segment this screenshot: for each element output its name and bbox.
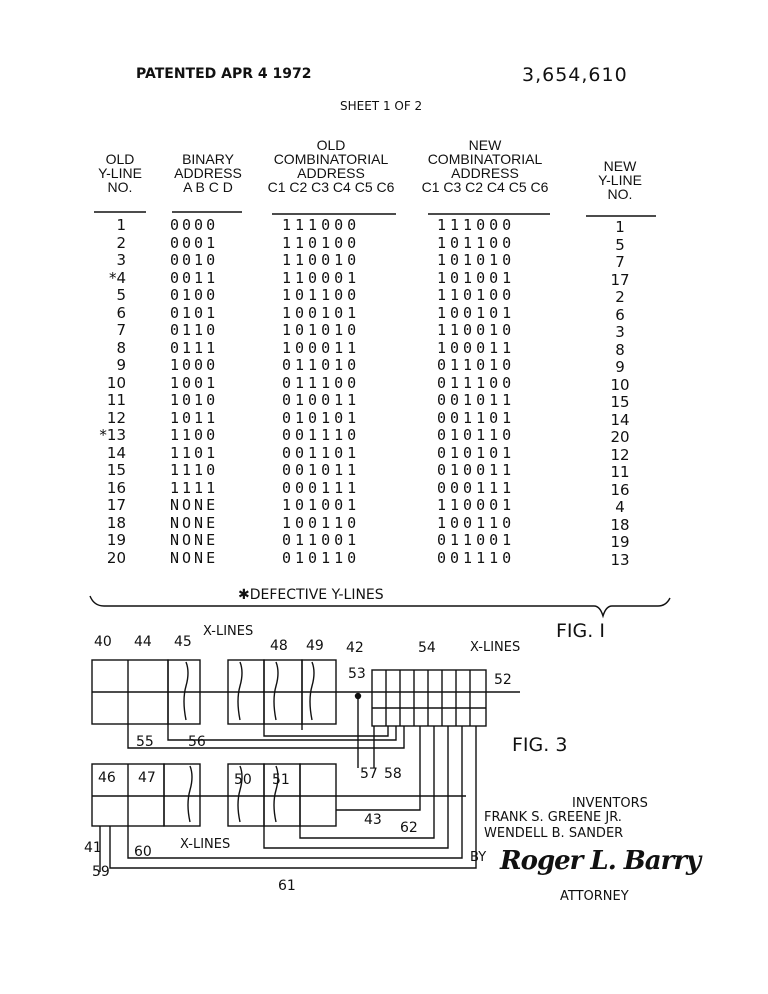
old-combinatorial-cell: 111000 xyxy=(282,216,361,234)
binary-address-cell: 0110 xyxy=(170,321,219,339)
old-combinatorial-cell: 101010 xyxy=(282,321,361,339)
old-y-line-cell: 20 xyxy=(106,548,126,567)
reference-numeral: 51 xyxy=(272,772,290,788)
reference-numeral: 55 xyxy=(136,734,154,750)
old-combinatorial-cell: 011100 xyxy=(282,373,361,392)
binary-address-cell: NONE xyxy=(170,531,219,549)
old-combinatorial-cell: 010110 xyxy=(282,548,361,567)
binary-address-cell: 0100 xyxy=(170,286,219,304)
old-y-line-cell: 7 xyxy=(116,321,126,339)
old-y-line-cell: *4 xyxy=(108,268,126,287)
new-combinatorial-cell: 001011 xyxy=(437,391,516,409)
inventors-title: INVENTORS xyxy=(572,796,648,811)
new-combinatorial-cell: 110001 xyxy=(437,496,516,514)
old-y-line-cell: 11 xyxy=(106,391,126,409)
new-y-line-cell: 14 xyxy=(610,410,630,429)
old-y-line-cell: 15 xyxy=(106,461,126,479)
col-header-new-y-line-text: NEW Y-LINE NO. xyxy=(598,158,642,202)
binary-address-cell: 1000 xyxy=(170,356,219,374)
reference-numeral: 46 xyxy=(98,770,116,786)
old-combinatorial-cell: 110010 xyxy=(282,251,361,269)
reference-numeral: 58 xyxy=(384,766,402,782)
new-combinatorial-cell: 000111 xyxy=(437,478,516,497)
binary-address-cell: 0101 xyxy=(170,303,219,322)
reference-numeral: 52 xyxy=(494,672,512,688)
old-y-line-cell: 18 xyxy=(106,513,126,532)
old-y-line-cell: 1 xyxy=(116,216,126,234)
new-combinatorial-cell: 010011 xyxy=(437,461,516,479)
new-combinatorial-cell: 001101 xyxy=(437,408,516,427)
new-y-line-cell: 5 xyxy=(615,235,625,254)
binary-address-cell: NONE xyxy=(170,513,219,532)
new-combinatorial-cell: 110010 xyxy=(437,321,516,339)
old-y-line-cell: 12 xyxy=(106,408,126,427)
new-combinatorial-cell: 100011 xyxy=(437,338,516,357)
binary-address-cell: 1001 xyxy=(170,373,219,392)
old-combinatorial-cell: 000111 xyxy=(282,478,361,497)
old-combinatorial-cell: 011001 xyxy=(282,531,361,549)
new-y-line-cell: 13 xyxy=(610,550,630,569)
reference-numeral: 53 xyxy=(348,666,366,682)
new-y-line-cell: 19 xyxy=(610,533,630,551)
reference-numeral: 62 xyxy=(400,820,418,836)
old-y-line-cell: 9 xyxy=(116,356,126,374)
new-y-line-cell: 20 xyxy=(610,428,630,446)
inventor-name-1: FRANK S. GREENE JR. xyxy=(484,810,622,825)
old-combinatorial-cell: 010101 xyxy=(282,408,361,427)
by-label: BY xyxy=(470,850,487,865)
binary-address-cell: 1011 xyxy=(170,408,219,427)
binary-address-cell: 0001 xyxy=(170,233,219,252)
x-lines-label-lower: X-LINES xyxy=(180,837,231,852)
new-y-line-cell: 3 xyxy=(615,323,625,341)
binary-address-cell: 1110 xyxy=(170,461,219,479)
new-combinatorial-cell: 110100 xyxy=(437,286,516,304)
new-combinatorial-cell: 010110 xyxy=(437,426,516,444)
inventor-name-2: WENDELL B. SANDER xyxy=(484,826,624,841)
reference-numeral: 41 xyxy=(84,840,102,856)
defective-footnote: ✱DEFECTIVE Y-LINES xyxy=(238,587,384,603)
binary-address-cell: 0111 xyxy=(170,338,219,357)
old-y-line-cell: *13 xyxy=(99,426,126,444)
reference-numeral: 47 xyxy=(138,770,156,786)
binary-address-cell: 0010 xyxy=(170,251,219,269)
old-y-line-cell: 3 xyxy=(116,251,126,269)
new-combinatorial-cell: 101100 xyxy=(437,233,516,252)
old-y-line-cell: 14 xyxy=(106,443,126,462)
new-y-line-cell: 16 xyxy=(610,480,630,499)
reference-numeral: 40 xyxy=(94,634,112,650)
binary-address-cell: 1101 xyxy=(170,443,219,462)
reference-numeral: 61 xyxy=(278,878,296,894)
col-header-new-combinatorial-text: NEW COMBINATORIAL ADDRESS C1 C3 C2 C4 C5 C6 xyxy=(421,137,549,195)
old-combinatorial-cell: 011010 xyxy=(282,356,361,374)
old-combinatorial-cell: 101001 xyxy=(282,496,361,514)
binary-address-cell: NONE xyxy=(170,548,219,567)
old-y-line-cell: 19 xyxy=(106,531,126,549)
new-y-line-cell: 7 xyxy=(615,253,625,271)
new-combinatorial-cell: 100110 xyxy=(437,513,516,532)
reference-numeral: 59 xyxy=(92,864,110,880)
new-y-line-cell: 17 xyxy=(610,270,630,289)
reference-numeral: 56 xyxy=(188,734,206,750)
reference-numeral: 43 xyxy=(364,812,382,828)
col-header-binary-address-text: BINARY ADDRESS A B C D xyxy=(174,151,242,195)
new-y-line-cell: 10 xyxy=(610,375,630,394)
old-y-line-cell: 8 xyxy=(116,338,126,357)
old-y-line-cell: 17 xyxy=(106,496,126,514)
fig1-label: FIG. I xyxy=(556,620,605,642)
reference-numeral: 45 xyxy=(174,634,192,650)
new-combinatorial-cell: 101010 xyxy=(437,251,516,269)
binary-address-cell: NONE xyxy=(170,496,219,514)
old-y-line-cell: 2 xyxy=(116,233,126,252)
binary-address-cell: 0000 xyxy=(170,216,219,234)
reference-numeral: 54 xyxy=(418,640,436,656)
reference-numeral: 48 xyxy=(270,638,288,654)
attorney-label: ATTORNEY xyxy=(560,889,629,904)
reference-numeral: 44 xyxy=(134,634,152,650)
new-y-line-cell: 18 xyxy=(610,515,630,534)
binary-address-cell: 1010 xyxy=(170,391,219,409)
old-combinatorial-cell: 110100 xyxy=(282,233,361,252)
old-combinatorial-cell: 001101 xyxy=(282,443,361,462)
new-y-line-cell: 9 xyxy=(615,358,625,376)
patented-date: PATENTED APR 4 1972 xyxy=(136,66,312,82)
x-lines-label-upper-left: X-LINES xyxy=(203,624,254,639)
old-y-line-cell: 5 xyxy=(116,286,126,304)
new-combinatorial-cell: 001110 xyxy=(437,548,516,567)
old-y-line-cell: 10 xyxy=(106,373,126,392)
sheet-indicator: SHEET 1 OF 2 xyxy=(340,99,423,113)
new-y-line-cell: 4 xyxy=(615,498,625,516)
new-y-line-cell: 8 xyxy=(615,340,625,359)
attorney-signature: Roger L. Barry xyxy=(500,846,701,876)
reference-numeral: 42 xyxy=(346,640,364,656)
new-combinatorial-cell: 011100 xyxy=(437,373,516,392)
new-y-line-cell: 2 xyxy=(615,288,625,306)
old-combinatorial-cell: 101100 xyxy=(282,286,361,304)
new-combinatorial-cell: 011010 xyxy=(437,356,516,374)
new-combinatorial-cell: 011001 xyxy=(437,531,516,549)
new-y-line-cell: 1 xyxy=(615,218,625,236)
old-combinatorial-cell: 001011 xyxy=(282,461,361,479)
reference-numeral: 57 xyxy=(360,766,378,782)
new-y-line-cell: 6 xyxy=(615,305,625,324)
binary-address-cell: 1111 xyxy=(170,478,219,497)
new-combinatorial-cell: 111000 xyxy=(437,216,516,234)
old-y-line-cell: 16 xyxy=(106,478,126,497)
col-header-old-y-line-text: OLD Y-LINE NO. xyxy=(98,151,142,195)
old-combinatorial-cell: 100110 xyxy=(282,513,361,532)
fig3-label: FIG. 3 xyxy=(512,734,568,756)
patent-number: 3,654,610 xyxy=(522,64,628,86)
old-combinatorial-cell: 010011 xyxy=(282,391,361,409)
new-y-line-cell: 15 xyxy=(610,393,630,411)
old-combinatorial-cell: 110001 xyxy=(282,268,361,287)
new-y-line-cell: 11 xyxy=(610,463,630,481)
old-combinatorial-cell: 100101 xyxy=(282,303,361,322)
reference-numeral: 49 xyxy=(306,638,324,654)
x-lines-label-upper-right: X-LINES xyxy=(470,640,521,655)
new-combinatorial-cell: 010101 xyxy=(437,443,516,462)
old-combinatorial-cell: 001110 xyxy=(282,426,361,444)
new-combinatorial-cell: 101001 xyxy=(437,268,516,287)
new-y-line-cell: 12 xyxy=(610,445,630,464)
old-y-line-cell: 6 xyxy=(116,303,126,322)
reference-numeral: 60 xyxy=(134,844,152,860)
col-header-old-combinatorial-text: OLD COMBINATORIAL ADDRESS C1 C2 C3 C4 C5 C6 xyxy=(267,137,395,195)
binary-address-cell: 0011 xyxy=(170,268,219,287)
binary-address-cell: 1100 xyxy=(170,426,219,444)
old-combinatorial-cell: 100011 xyxy=(282,338,361,357)
new-combinatorial-cell: 100101 xyxy=(437,303,516,322)
reference-numeral: 50 xyxy=(234,772,252,788)
